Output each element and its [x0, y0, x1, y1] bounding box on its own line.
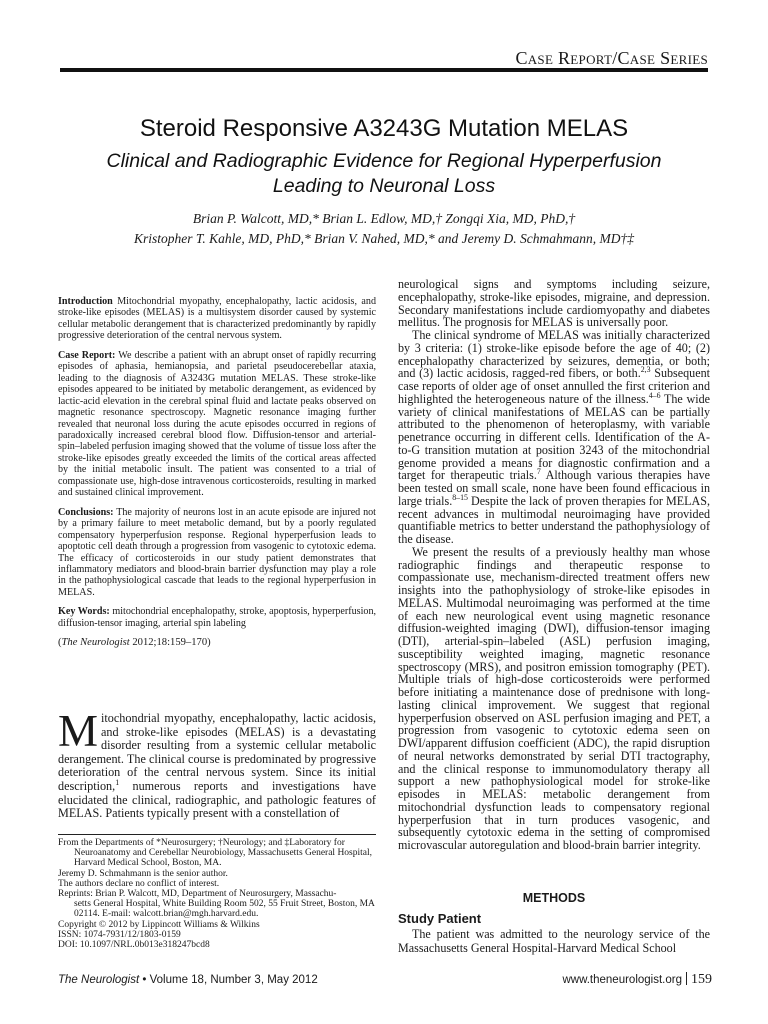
- footnote-doi: DOI: 10.1097/NRL.0b013e318247bcd8: [58, 940, 210, 951]
- authors-line-1: Brian P. Walcott, MD,* Brian L. Edlow, MD,† Zongqi Xia, MD, PhD,†: [192, 211, 576, 226]
- intro-text-b: numerous reports and investigations have elucidated the clinical, radiographic, and pathologic features of MELAS. Patients typically present with a constellation of: [58, 778, 376, 821]
- abstract-introduction: [58, 296, 376, 342]
- ref-8-15: 8–15: [452, 492, 468, 502]
- abstract-conclusions: [58, 507, 376, 599]
- abstract-introduction-label: Introduction: [58, 296, 113, 307]
- study-patient-heading: Study Patient: [398, 911, 482, 926]
- abstract-introduction-text: Mitochondrial myopathy, encephalopathy, lactic acidosis, and stroke-like episodes (MELAS) is a multisystem disorder caused by systemic cellular metabolic derangement that is characterized predominantly by rapidly progressive deterioration of the central nervous system.: [58, 296, 376, 342]
- drop-cap: M: [58, 706, 99, 756]
- page-number: 159: [691, 972, 712, 987]
- abstract-case-report-text: We describe a patient with an abrupt onset of rapidly recurring episodes of aphasia, hemianopsia, and parietal pseudocerebellar ataxia, leading to the diagnosis of A3243G mutation MELAS. These stroke-like episodes appeared to be initiated by metabolic derangement, as evidenced by lactic-acid elevation in the cerebral spinal fluid and lactate peaks observed on magnetic resonance spectroscopy. Magnetic resonance imaging further revealed that neuronal loss during the acute episodes occurred in regions of paradoxically increased cerebral blood flow. Diffusion-tensor and arterial-spin–labeled perfusion imaging showed that the volume of tissue loss after the stroke-like episodes greatly exceeded the limits of the cortical areas affected by the initial metabolic insult. The patient was consented to a trial of compassionate use, high-dose intravenous corticosteroids, resulting in marked and sustained clinical improvement.: [58, 349, 376, 499]
- abstract-conclusions-text: The majority of neurons lost in an acute episode are injured not by a primary failure to meet metabolic demand, but by a poorly regulated compensatory hyperperfusion response. Regional hyperperfusion leads to apoptotic cell death through a progression from vasogenic to cytotoxic edema. The efficacy of corticosteroids in our study patient demonstrates that inflammatory mediators and blood-brain barrier dysfunction may play a role in the pathophysiological cascade that leads to the regional hyperperfusion in MELAS.: [58, 506, 376, 598]
- article-title: Steroid Responsive A3243G Mutation MELAS: [139, 115, 629, 142]
- abstract-keywords-label: Key Words:: [58, 606, 110, 618]
- footer-journal-name: The Neurologist: [58, 974, 140, 986]
- p2-text-e: Despite the lack of proven therapies for MELAS, recent advances in multimodal neuroimaging have provided quantifiable metrics to better understand the pathophysiology of the disease.: [398, 493, 710, 546]
- subtitle-line-2: Leading to Neuronal Loss: [272, 175, 496, 197]
- ref-4-6: 4–6: [648, 390, 661, 400]
- p2-text-a: The clinical syndrome of MELAS was initially characterized by 3 criteria: (1) stroke-like episode before the age of 40; (2) encephalopathy characterized by seizures, dementia, or both; and (3) lactic acidosis, ragged-red fibers, or both.: [398, 328, 710, 381]
- footer-issue: • Volume 18, Number 3, May 2012: [139, 974, 318, 986]
- right-column-body: [398, 278, 710, 852]
- footnote-conflict: The authors declare no conflict of interest.: [58, 878, 220, 889]
- subtitle-line-1: Clinical and Radiographic Evidence for Regional Hyperperfusion: [106, 150, 662, 172]
- footnote-copyright: Copyright © 2012 by Lippincott Williams & Wilkins: [58, 919, 260, 930]
- intro-text-a: itochondrial myopathy, encephalopathy, lactic acidosis, and stroke-like episodes (MELAS) is a devastating disorder resulting from a systemic cellular metabolic derangement. The clinical course is predominated by progressive deterioration of the central nervous system. Since its initial description,: [58, 711, 376, 793]
- footer-separator: [686, 972, 687, 985]
- study-patient-paragraph: The patient was admitted to the neurology service of the Massachusetts General Hospital-Harvard Medical School: [398, 927, 710, 955]
- ref-2-3: 2,3: [640, 365, 651, 375]
- intro-paragraph: [58, 706, 376, 821]
- p2-text-b: Subsequent case reports of older age of onset annulled the first criterion and highlighted the heterogeneous nature of the illness.: [398, 366, 710, 406]
- p2-text-c: The wide variety of clinical manifestations of MELAS can be partially attributed to the phenomenon of heteroplasmy, with variable penetrance occurring in different cells. Identification of the A-to-G transition mutation at position 3243 of the mitochondrial genome provided a means for diagnostic confirmation and a target for therapeutic trials.: [398, 391, 710, 483]
- abstract-case-report-label: Case Report:: [58, 349, 116, 361]
- study-patient-text: [398, 928, 710, 955]
- p2-text-d: Although various therapies have been tested on small scale, none have been found efficacious in large trials.: [398, 468, 710, 508]
- abstract-case-report: [58, 350, 376, 499]
- body-paragraph-3: We present the results of a previously healthy man whose radiographic findings and therapeutic response to compassionate use, mechanism-directed treatment offers new insights into the pathophysiology of stroke-like episodes in MELAS. Multimodal neuroimaging was performed at the time of each new neurological event using magnetic resonance diffusion-weighted imaging (DWI), diffusion-tensor imaging (DTI), arterial-spin–labeled (ASL) perfusion imaging, susceptibility weighted imaging, magnetic resonance spectroscopy (MRS), and positron emission tomography (PET). Multiple trials of high-dose corticosteroids were performed before initiating a maintenance dose of prednisone with long-lasting clinical improvement. We suggest that regional hyperperfusion observed on ASL perfusion imaging and PET, a progression from vasogenic to cytotoxic edema seen on DWI/apparent diffusion coefficient (ADC), the rapid disruption of neural networks demonstrated by serial DTI tractography, and the clinical response to immunomodulatory therapy all support a new pathophysiological model for stroke-like episodes in MELAS: metabolic derangement from mitochondrial dysfunction leads to compensatory regional hyperperfusion that in turn produces vasogenic, and subsequently cytotoxic edema in the setting of compromised microvascular autoregulation and blood-brain barrier integrity.: [398, 544, 710, 852]
- article-subtitle: [40, 149, 728, 199]
- header-rule: [60, 68, 708, 72]
- body-paragraph-1: neurological signs and symptoms including seizure, encephalopathy, stroke-like episodes, migraine, and depression. Secondary manifestations include cardiomyopathy and diabetes mellitus. The prognosis for MELAS is universally poor.: [398, 277, 710, 330]
- footnote-rule: [58, 834, 376, 835]
- footnote-affiliations-cont: Neuroanatomy and Cerebellar Neurobiology, Massachusetts General Hospital, Harvard Medical School, Boston, MA.: [74, 848, 373, 869]
- abstract: [58, 296, 376, 657]
- footer-url[interactable]: www.theneurologist.org: [562, 974, 682, 986]
- footnote-affiliations: From the Departments of *Neurosurgery; †Neurology; and ‡Laboratory for: [58, 838, 345, 848]
- ref-1: 1: [115, 777, 120, 787]
- footer-right: [430, 972, 712, 988]
- body-paragraph-2: [398, 329, 710, 546]
- abstract-keywords: [58, 606, 376, 629]
- author-list: [40, 209, 728, 249]
- footnotes: [58, 838, 376, 950]
- footnote-senior-author: Jeremy D. Schmahmann is the senior author.: [58, 868, 228, 879]
- ref-7: 7: [536, 467, 541, 477]
- footnote-issn: ISSN: 1074-7931/12/1803-0159: [58, 929, 181, 940]
- abstract-conclusions-label: Conclusions:: [58, 506, 114, 518]
- methods-heading: METHODS: [522, 891, 586, 905]
- authors-line-2: Kristopher T. Kahle, MD, PhD,* Brian V. Nahed, MD,* and Jeremy D. Schmahmann, MD†‡: [134, 231, 634, 246]
- abstract-keywords-text: mitochondrial encephalopathy, stroke, apoptosis, hyperperfusion, diffusion-tensor imaging, arterial spin labeling: [58, 606, 377, 629]
- footer-journal-info: [58, 974, 318, 986]
- citation-open: (: [58, 637, 62, 649]
- footnote-reprints: Reprints: Brian P. Walcott, MD, Department of Neurosurgery, Massachu-: [58, 889, 337, 900]
- citation-journal: The Neurologist: [61, 637, 130, 649]
- footnote-reprints-cont: setts General Hospital, White Building Room 502, 55 Fruit Street, Boston, MA 02114. E-mail: walcott.brian@mgh.harvard.edu.: [74, 899, 375, 920]
- abstract-citation: [58, 637, 376, 648]
- section-header: Case Report/Case Series: [515, 48, 708, 68]
- citation-details: 2012;18:159–170): [129, 637, 211, 649]
